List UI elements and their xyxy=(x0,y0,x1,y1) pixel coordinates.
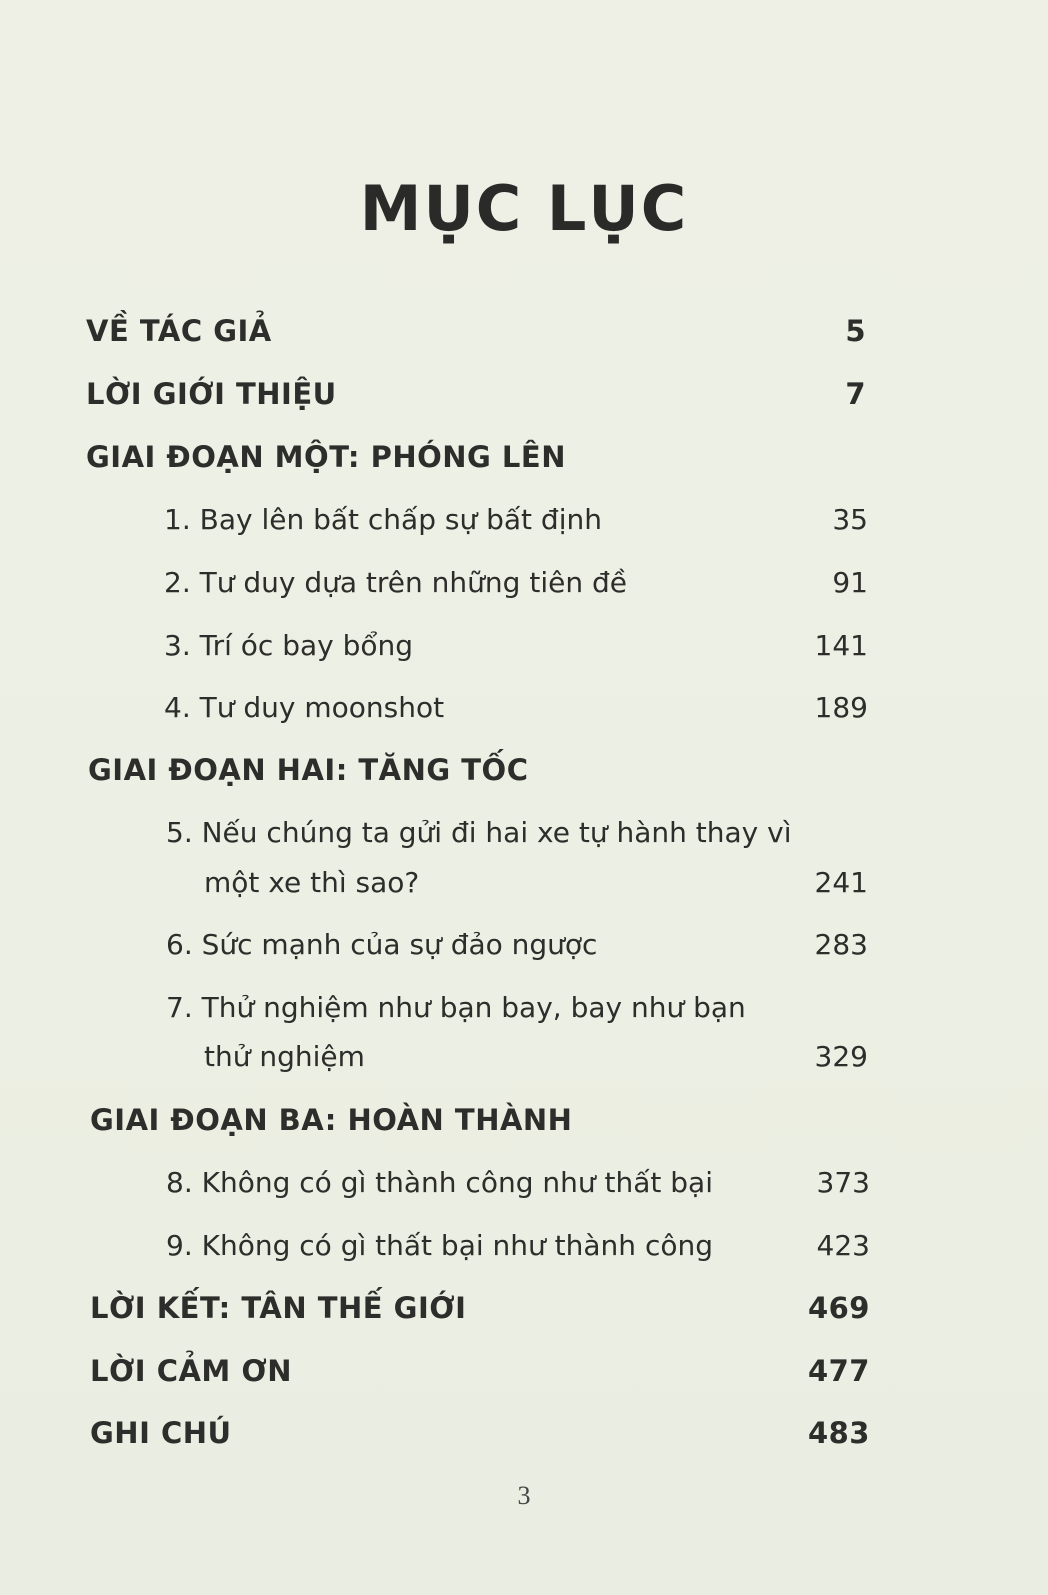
toc-entry-page: 189 xyxy=(814,691,868,724)
toc-entry-label: 2. Tư duy dựa trên những tiên đề xyxy=(164,566,627,599)
toc-chapter-4[interactable] xyxy=(164,691,868,724)
toc-entry-page: 483 xyxy=(807,1416,870,1450)
toc-entry-page: 35 xyxy=(832,503,868,536)
toc-chapter-5[interactable] xyxy=(204,866,868,899)
page-title: MỤC LỤC xyxy=(359,172,689,245)
toc-section-label: GIAI ĐOẠN MỘT: PHÓNG LÊN xyxy=(86,440,566,474)
toc-entry-ve-tac-gia[interactable] xyxy=(86,314,866,348)
toc-entry-label: 1. Bay lên bất chấp sự bất định xyxy=(164,503,602,536)
toc-chapter-1[interactable] xyxy=(164,503,868,536)
toc-entry-label: 9. Không có gì thất bại như thành công xyxy=(166,1229,713,1262)
toc-section-giai-doan-ba[interactable] xyxy=(90,1103,870,1137)
toc-chapter-6[interactable] xyxy=(166,928,868,961)
toc-entry-page: 241 xyxy=(814,866,868,899)
toc-section-label: GIAI ĐOẠN BA: HOÀN THÀNH xyxy=(90,1103,573,1137)
toc-chapter-7-line1[interactable]: 7. Thử nghiệm như bạn bay, bay như bạn xyxy=(166,991,746,1024)
toc-chapter-7[interactable] xyxy=(204,1040,868,1073)
toc-entry-loi-cam-on[interactable] xyxy=(90,1354,870,1388)
toc-chapter-8[interactable] xyxy=(166,1166,870,1199)
toc-entry-page: 329 xyxy=(814,1040,868,1073)
toc-entry-label: 3. Trí óc bay bổng xyxy=(164,629,414,662)
toc-entry-page: 141 xyxy=(814,629,868,662)
toc-entry-page: 5 xyxy=(845,314,866,348)
toc-entry-page: 7 xyxy=(845,377,866,411)
page-number: 3 xyxy=(517,1481,531,1510)
show-through-text xyxy=(360,258,370,305)
toc-entry-ghi-chu[interactable] xyxy=(90,1416,870,1450)
toc-entry-label: 4. Tư duy moonshot xyxy=(164,691,445,724)
toc-entry-label: 8. Không có gì thành công như thất bại xyxy=(166,1166,713,1199)
toc-entry-page: 283 xyxy=(814,928,868,961)
toc-entry-label: 6. Sức mạnh của sự đảo ngược xyxy=(166,928,598,961)
toc-entry-page: 423 xyxy=(816,1229,870,1262)
toc-chapter-5-line1[interactable]: 5. Nếu chúng ta gửi đi hai xe tự hành thay vì xyxy=(166,816,792,849)
toc-entry-label-cont: một xe thì sao? xyxy=(204,866,420,899)
toc-section-label: GIAI ĐOẠN HAI: TĂNG TỐC xyxy=(88,753,529,787)
toc-entry-label: VỀ TÁC GIẢ xyxy=(86,314,272,348)
toc-entry-loi-ket[interactable] xyxy=(90,1291,870,1325)
toc-entry-page: 477 xyxy=(807,1354,870,1388)
toc-entry-label: GHI CHÚ xyxy=(90,1416,232,1450)
toc-entry-page: 469 xyxy=(807,1291,870,1325)
toc-entry-page: 373 xyxy=(816,1166,870,1199)
toc-chapter-2[interactable] xyxy=(164,566,868,599)
toc-entry-label: LỜI GIỚI THIỆU xyxy=(86,377,337,411)
toc-section-giai-doan-mot[interactable] xyxy=(86,440,866,474)
toc-entry-loi-gioi-thieu[interactable] xyxy=(86,377,866,411)
toc-entry-page: 91 xyxy=(832,566,868,599)
toc-entry-label: LỜI KẾT: TÂN THẾ GIỚI xyxy=(90,1291,467,1325)
toc-section-giai-doan-hai[interactable] xyxy=(88,753,868,787)
toc-entry-label-cont: thử nghiệm xyxy=(204,1040,365,1073)
toc-chapter-3[interactable] xyxy=(164,629,868,662)
toc-entry-label: LỜI CẢM ƠN xyxy=(90,1354,292,1388)
toc-chapter-9[interactable] xyxy=(166,1229,870,1262)
